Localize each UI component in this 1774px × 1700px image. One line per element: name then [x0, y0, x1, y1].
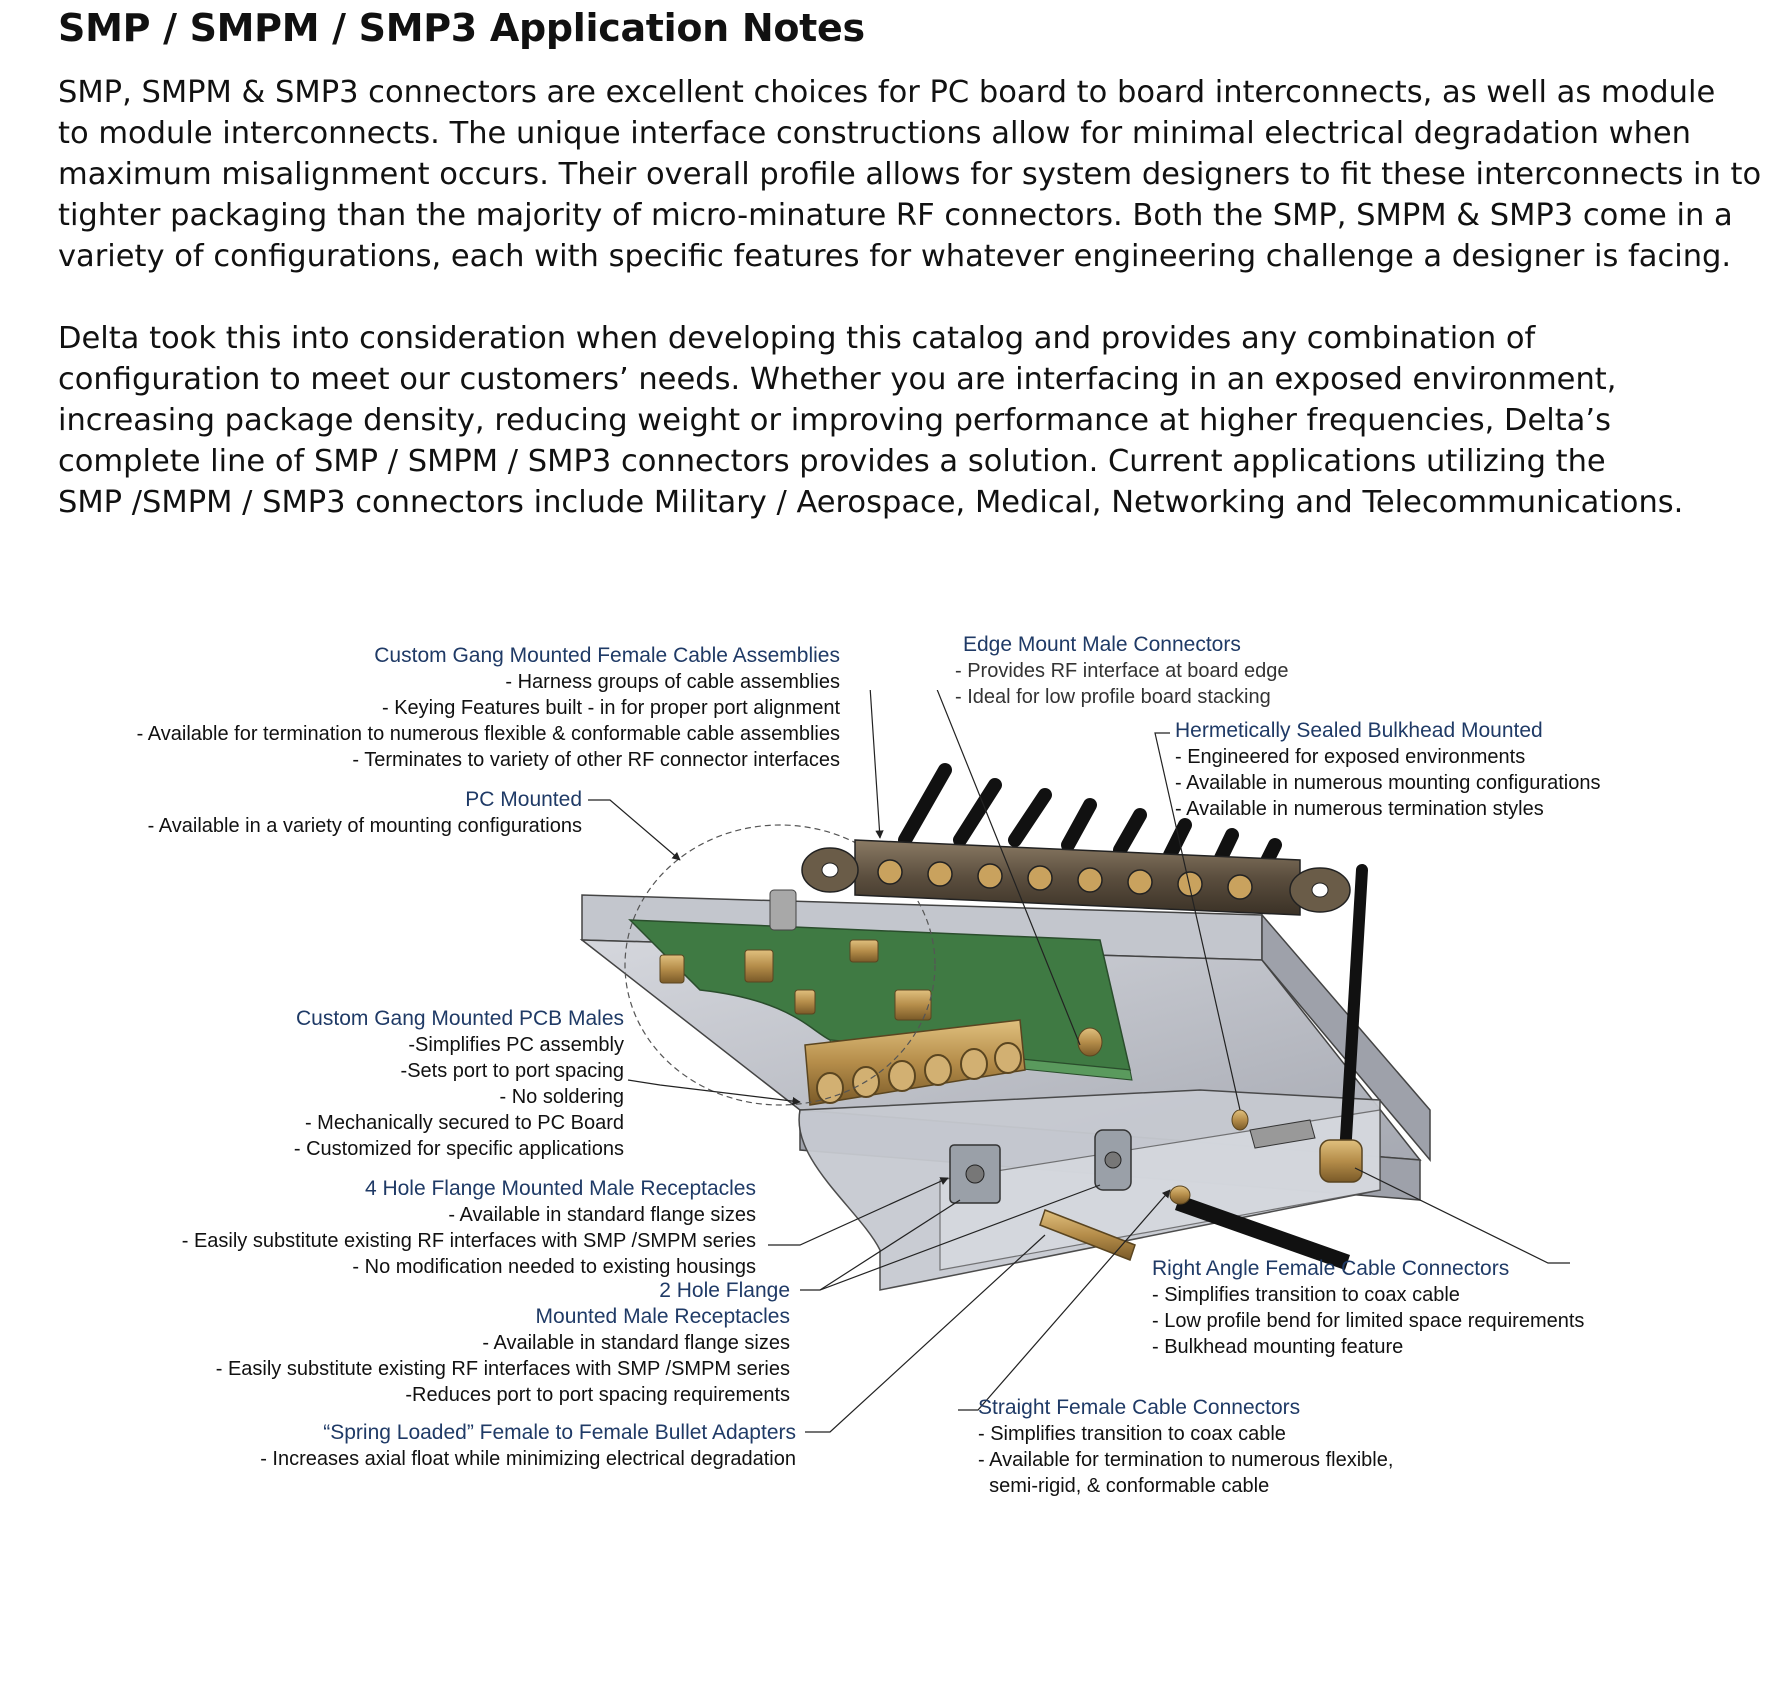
callout-heading: Right Angle Female Cable Connectors	[1152, 1257, 1510, 1280]
callout-bullet: -Sets port to port spacing	[400, 1060, 624, 1082]
connector-illustration	[0, 633, 1774, 1700]
callout-bullet: - Available for termination to numerous flexible,	[978, 1449, 1394, 1471]
callout-heading: 2 Hole Flange	[659, 1279, 790, 1302]
callout-gang-pcb-males	[294, 1006, 624, 1162]
callout-bullet: - Customized for specific applications	[293, 1138, 624, 1160]
callout-bullet: - Available in a variety of mounting configurations	[147, 815, 582, 837]
callout-right-angle	[1152, 1256, 1584, 1360]
callout-bullet: - Low profile bend for limited space requirements	[1152, 1310, 1585, 1332]
callout-bullet: - Available in numerous termination styles	[1175, 798, 1544, 820]
applications-line: increasing package density, reducing weight or improving performance at higher frequencies, Delta’s	[58, 403, 1611, 438]
callout-bullet: - Terminates to variety of other RF connector interfaces	[352, 749, 840, 771]
callout-four-hole-flange	[182, 1176, 756, 1280]
applications-line: configuration to meet our customers’ needs. Whether you are interfacing in an exposed environment,	[58, 362, 1617, 397]
intro-line: variety of configurations, each with specific features for whatever engineering challenge a designer is facing.	[58, 239, 1732, 274]
callout-heading: Edge Mount Male Connectors	[963, 633, 1241, 656]
callout-bullet: -Reduces port to port spacing requirements	[405, 1384, 790, 1406]
applications-line: complete line of SMP / SMPM / SMP3 connectors provides a solution. Current applications utilizing the	[58, 444, 1606, 479]
callout-bullet: - Engineered for exposed environments	[1175, 746, 1526, 768]
callout-two-hole-flange	[216, 1278, 790, 1408]
callout-bullet: - No soldering	[499, 1086, 624, 1108]
intro-line: tighter packaging than the majority of micro-minature RF connectors. Both the SMP, SMPM & SMP3 come in a	[58, 198, 1733, 233]
callout-hermetic	[1175, 718, 1600, 822]
callout-bullet: - Simplifies transition to coax cable	[978, 1423, 1286, 1445]
callout-bullet: - Available in numerous mounting configurations	[1175, 772, 1601, 794]
callout-straight-female	[978, 1395, 1393, 1499]
callout-bullet: - No modification needed to existing housings	[352, 1256, 756, 1278]
page-title: SMP / SMPM / SMP3 Application Notes	[58, 6, 865, 50]
callout-heading: Custom Gang Mounted PCB Males	[296, 1007, 624, 1030]
intro-line: SMP, SMPM & SMP3 connectors are excellent choices for PC board to board interconnects, as well as module	[58, 75, 1716, 110]
callout-bullet: - Available in standard flange sizes	[448, 1204, 756, 1226]
applications-line: Delta took this into consideration when developing this catalog and provides any combination of	[58, 321, 1536, 356]
callout-heading: Mounted Male Receptacles	[535, 1305, 790, 1328]
callout-bullet: -Simplifies PC assembly	[408, 1034, 624, 1056]
callout-bullet: - Increases axial float while minimizing electrical degradation	[260, 1448, 796, 1470]
callout-bullet: semi-rigid, & conformable cable	[978, 1475, 1270, 1497]
callout-bullet: - Harness groups of cable assemblies	[505, 671, 840, 693]
callout-bullet: - Keying Features built - in for proper port alignment	[382, 697, 840, 719]
callout-bullet: - Simplifies transition to coax cable	[1152, 1284, 1460, 1306]
callout-gang-female	[137, 643, 840, 773]
callout-edge-mount	[955, 632, 1289, 710]
callout-bullet: - Ideal for low profile board stacking	[955, 686, 1271, 708]
intro-line: to module interconnects. The unique interface constructions allow for minimal electrical degradation when	[58, 116, 1692, 151]
callout-heading: PC Mounted	[465, 788, 582, 811]
callout-heading: 4 Hole Flange Mounted Male Receptacles	[364, 1177, 756, 1200]
callout-bullet: - Bulkhead mounting feature	[1152, 1336, 1404, 1358]
callout-bullet: - Easily substitute existing RF interfaces with SMP /SMPM series	[181, 1230, 756, 1252]
callout-heading: Hermetically Sealed Bulkhead Mounted	[1175, 719, 1543, 742]
callout-bullet: - Available for termination to numerous flexible & conformable cable assemblies	[136, 723, 840, 745]
callout-pc-mounted	[148, 787, 582, 839]
callout-heading: “Spring Loaded” Female to Female Bullet Adapters	[323, 1421, 796, 1444]
applications-line: SMP /SMPM / SMP3 connectors include Military / Aerospace, Medical, Networking and Telecommunications.	[58, 485, 1684, 520]
callout-bullet: - Provides RF interface at board edge	[955, 660, 1289, 682]
applications-paragraph	[58, 318, 1738, 523]
intro-line: maximum misalignment occurs. Their overall profile allows for system designers to fit these interconnects in to	[58, 157, 1762, 192]
callout-heading: Custom Gang Mounted Female Cable Assemblies	[374, 644, 840, 667]
callout-bullet-adapters	[260, 1420, 796, 1472]
callout-bullet: - Available in standard flange sizes	[482, 1332, 790, 1354]
callout-heading: Straight Female Cable Connectors	[978, 1396, 1301, 1419]
callout-bullet: - Easily substitute existing RF interfaces with SMP /SMPM series	[215, 1358, 790, 1380]
intro-paragraph	[58, 72, 1762, 277]
callout-bullet: - Mechanically secured to PC Board	[304, 1112, 624, 1134]
